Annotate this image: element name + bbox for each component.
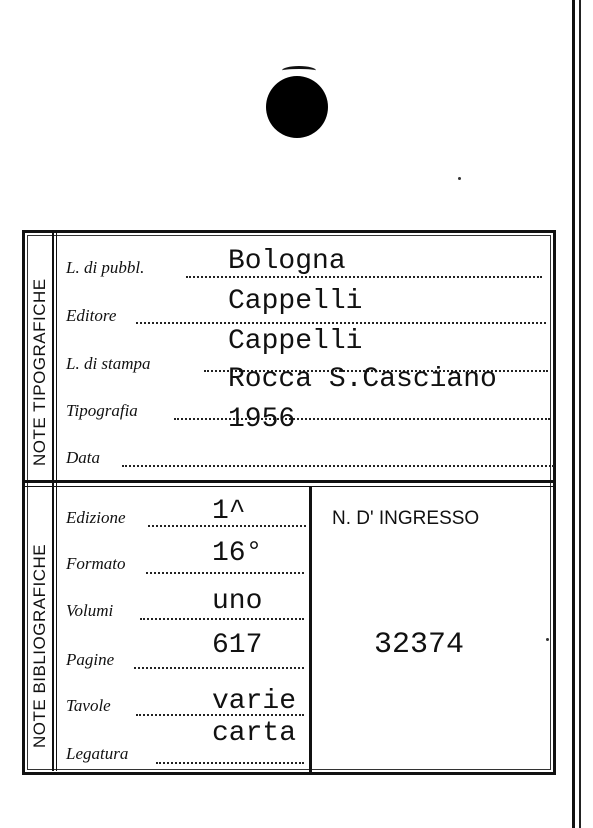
dotted-line: [122, 465, 554, 467]
value-luogo-stampa: Cappelli: [228, 326, 363, 357]
value-data: 1956: [228, 404, 296, 435]
ingresso-number: 32374: [374, 628, 465, 662]
label-column-divider: [52, 233, 54, 771]
label-editore: Editore: [66, 306, 117, 325]
speck: [458, 177, 461, 180]
label-volumi: Volumi: [66, 601, 114, 620]
value-luogo-pubblicazione: Bologna: [228, 246, 346, 277]
section-label-bibliographic: NOTE BIBLIOGRAFICHE: [30, 543, 49, 748]
dotted-line: [146, 572, 304, 574]
label-column-divider-thin: [56, 233, 57, 771]
label-edizione: Edizione: [66, 508, 126, 527]
value-pagine: 617: [212, 630, 263, 661]
ingresso-title: N. D' INGRESSO: [332, 508, 480, 529]
label-data: Data: [66, 448, 100, 467]
section-divider-thin: [24, 486, 554, 487]
value-legatura: carta: [212, 718, 297, 749]
value-edizione: 1^: [212, 496, 246, 527]
dotted-line: [134, 667, 304, 669]
label-tavole: Tavole: [66, 696, 111, 715]
label-luogo-pubblicazione: L. di pubbl.: [66, 258, 145, 277]
label-legatura: Legatura: [66, 744, 129, 763]
dotted-line: [136, 322, 546, 324]
value-tavole: varie: [212, 686, 297, 717]
dotted-line: [156, 762, 304, 764]
value-tipografia: Rocca S.Casciano: [228, 364, 497, 395]
label-tipografia: Tipografia: [66, 401, 138, 420]
value-editore: Cappelli: [228, 286, 363, 317]
punch-hole-lip: [282, 66, 316, 75]
section-label-typographic: NOTE TIPOGRAFICHE: [30, 278, 49, 466]
section-divider: [24, 480, 554, 483]
value-formato: 16°: [212, 538, 263, 569]
label-formato: Formato: [66, 554, 126, 573]
card-edge: [572, 0, 575, 828]
ingresso-divider: [309, 486, 312, 772]
punch-hole: [266, 76, 328, 138]
dotted-line: [140, 618, 304, 620]
value-volumi: uno: [212, 586, 263, 617]
card-edge: [579, 0, 581, 828]
label-pagine: Pagine: [66, 650, 115, 669]
label-luogo-stampa: L. di stampa: [66, 354, 151, 373]
